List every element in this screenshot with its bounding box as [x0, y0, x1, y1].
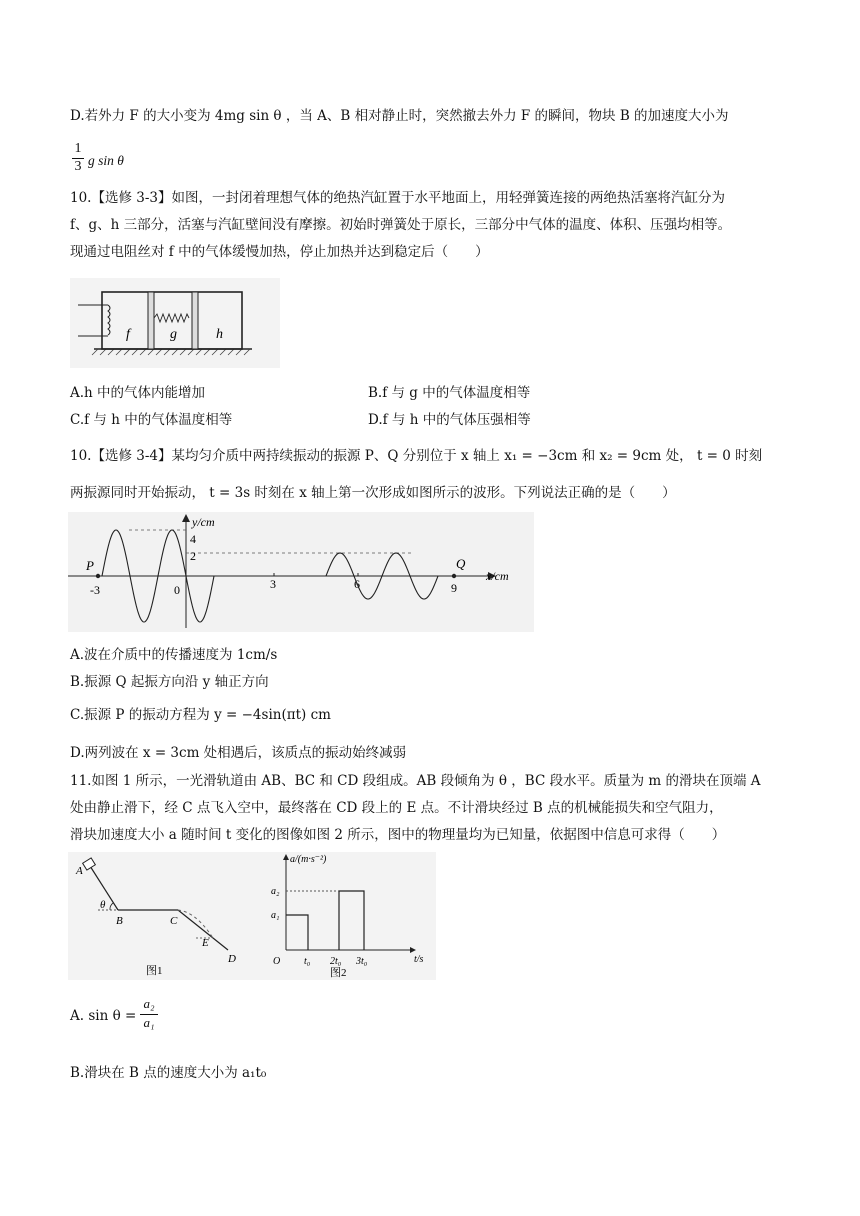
- q11-line1: 11.如图 1 所示，一光滑轨道由 AB、BC 和 CD 段组成。AB 段倾角为 θ ，BC 段水平。质量为 m 的滑块在顶端 A: [70, 773, 761, 789]
- point-q: [452, 574, 456, 578]
- tick-x-3: 3: [270, 577, 276, 591]
- label-f: f: [126, 327, 130, 342]
- fig1-label-a: A: [76, 865, 83, 877]
- q9-frac-den: 3: [72, 158, 84, 175]
- q10b-line2: 两振源同时开始振动， t = 3s 时刻在 x 轴上第一次形成如图所示的波形。下列说法正确的是（ ）: [70, 485, 676, 501]
- q10a-option-b: B.f 与 g 中的气体温度相等: [368, 385, 531, 401]
- q9-frac-tail: g sin θ: [88, 153, 124, 168]
- fig1-label-c: C: [170, 915, 178, 927]
- fig1-caption: 图1: [146, 965, 163, 977]
- tick-x-6: 6: [354, 577, 360, 591]
- cylinder-figure: [70, 278, 280, 368]
- fig2-caption: 图2: [330, 967, 347, 979]
- q10a-option-c: C.f 与 h 中的气体温度相等: [70, 412, 233, 428]
- q10a-line3: 现通过电阻丝对 f 中的气体缓慢加热，停止加热并达到稳定后（ ）: [70, 244, 489, 260]
- q9-fraction: [72, 141, 84, 175]
- label-p: P: [86, 558, 94, 573]
- tick-x-0: 0: [174, 583, 180, 597]
- y-axis-label: y/cm: [192, 515, 215, 529]
- q10b-option-c: C.振源 P 的振动方程为 y = −4sin(πt) cm: [70, 707, 331, 723]
- fig1-label-b: B: [116, 915, 123, 927]
- x-axis-label: x/cm: [486, 569, 509, 583]
- fig1-label-d: D: [228, 953, 236, 965]
- fig1-label-e: E: [202, 937, 209, 949]
- tick-x-9: 9: [451, 581, 457, 595]
- label-q: Q: [456, 556, 466, 571]
- label-h: h: [216, 327, 223, 342]
- q11-frac-den: a₁: [140, 1014, 158, 1031]
- tick-y-2: 2: [190, 549, 196, 563]
- tick-x-neg3: -3: [90, 583, 100, 597]
- q10a-line2: f、g、h 三部分，活塞与汽缸壁间没有摩擦。初始时弹簧处于原长，三部分中气体的温度、体积、压强均相等。: [70, 217, 732, 233]
- q11-frac-num: a₂: [143, 996, 155, 1011]
- q10a-option-d: D.f 与 h 中的气体压强相等: [368, 412, 531, 428]
- q11-option-a-fraction: [140, 996, 158, 1031]
- wave-graph: [68, 512, 534, 632]
- label-g: g: [170, 327, 177, 342]
- q9-option-d: D.若外力 F 的大小变为 4mg sin θ ，当 A、B 相对静止时，突然撤去外力 F 的瞬间，物块 B 的加速度大小为: [70, 108, 729, 124]
- fig2-a1: a₁: [271, 910, 280, 921]
- point-p: [96, 574, 100, 578]
- fig2-t0: t₀: [304, 956, 311, 967]
- fig2-2t0: 2t₀: [330, 956, 342, 967]
- fig1-theta: θ: [100, 899, 106, 911]
- q11-option-a-prefix: A. sin θ =: [70, 1008, 137, 1024]
- fig2-a2: a₂: [271, 886, 280, 897]
- fig2-y-label: a/(m·s⁻²): [290, 854, 327, 865]
- track-and-accel-figures: [68, 852, 436, 980]
- q11-line2: 处由静止滑下，经 C 点飞入空中，最终落在 CD 段上的 E 点。不计滑块经过 B 点的机械能损失和空气阻力，: [70, 800, 723, 816]
- q10b-option-d: D.两列波在 x = 3cm 处相遇后，该质点的振动始终减弱: [70, 745, 407, 761]
- fig2-3t0: 3t₀: [356, 956, 368, 967]
- q11-line3: 滑块加速度大小 a 随时间 t 变化的图像如图 2 所示，图中的物理量均为已知量，依据图中信息可求得（ ）: [70, 827, 726, 843]
- fig2-x-label: t/s: [414, 954, 424, 965]
- q11-option-b: B.滑块在 B 点的速度大小为 a₁t₀: [70, 1065, 267, 1081]
- tick-y-4: 4: [190, 532, 196, 546]
- fig2-origin: O: [273, 956, 281, 967]
- q10b-option-b: B.振源 Q 起振方向沿 y 轴正方向: [70, 674, 269, 690]
- q10a-option-a: A.h 中的气体内能增加: [70, 385, 206, 401]
- q10b-line1: 10.【选修 3-4】某均匀介质中两持续振动的振源 P、Q 分别位于 x 轴上 x₁ = −3cm 和 x₂ = 9cm 处， t = 0 时刻: [70, 448, 763, 464]
- q10b-option-a: A.波在介质中的传播速度为 1cm/s: [70, 647, 278, 663]
- q10a-line1: 10.【选修 3-3】如图，一封闭着理想气体的绝热汽缸置于水平地面上，用轻弹簧连接的两绝热活塞将汽缸分为: [70, 190, 725, 206]
- q9-frac-num: 1: [74, 141, 82, 156]
